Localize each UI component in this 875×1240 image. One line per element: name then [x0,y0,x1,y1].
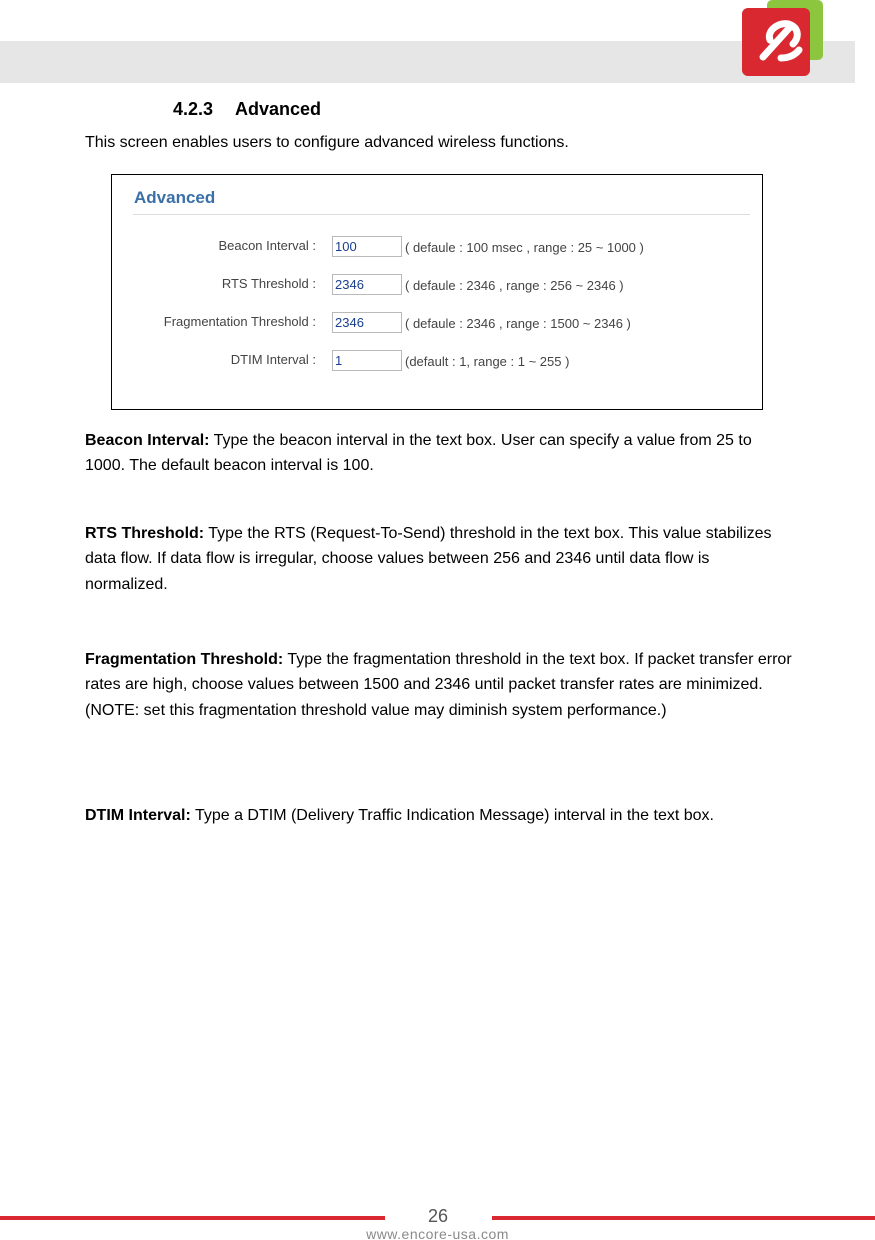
rts-threshold-input[interactable] [332,274,402,295]
term: Fragmentation Threshold: [85,651,284,668]
intro-text: This screen enables users to configure advanced wireless functions. [85,134,569,151]
dtim-interval-input[interactable] [332,350,402,371]
beacon-interval-label: Beacon Interval : [218,238,316,253]
footer-rule-left [0,1216,385,1220]
definition: Type a DTIM (Delivery Traffic Indication Message) interval in the text box. [190,807,714,824]
screenshot-divider [133,214,750,215]
fragmentation-threshold-description [85,647,795,723]
fragmentation-threshold-hint: ( defaule : 2346 , range : 1500 ~ 2346 ) [405,316,631,331]
dtim-interval-label: DTIM Interval : [230,352,316,367]
rts-threshold-label: RTS Threshold : [221,276,316,291]
encore-logo-icon [741,0,825,78]
definition: Type the RTS (Request-To-Send) threshold in the text box. This value stabilizes data flow. If data flow is irregular, choose values between 256 and 2346 until data flow is normalized. [85,525,772,593]
rts-threshold-description [85,521,795,597]
beacon-interval-input[interactable] [332,236,402,257]
term: DTIM Interval: [85,807,191,824]
header-band [0,41,855,83]
section-title: Advanced [235,99,322,119]
term: RTS Threshold: [85,525,205,542]
section-heading [173,99,321,120]
rts-threshold-hint: ( defaule : 2346 , range : 256 ~ 2346 ) [405,278,624,293]
fragmentation-threshold-input[interactable] [332,312,402,333]
fragmentation-threshold-label: Fragmentation Threshold : [163,314,316,329]
section-number: 4.2.3 [173,99,214,119]
dtim-interval-hint: (default : 1, range : 1 ~ 255 ) [405,354,570,369]
website-url: www.encore-usa.com [366,1226,509,1240]
dtim-interval-description [85,803,795,828]
definition: Type the fragmentation threshold in the text box. If packet transfer error rates are high, choose values between 1500 and 2346 until packet transfer rates are minimized. (NOTE: set this fragmentation threshold value may diminish system performance.) [85,651,792,719]
footer-rule-right [492,1216,875,1220]
beacon-interval-description [85,428,795,479]
page-number: 26 [427,1206,449,1226]
screenshot-title: Advanced [134,188,216,207]
term: Beacon Interval: [85,432,210,449]
advanced-settings-screenshot [111,174,763,410]
beacon-interval-hint: ( defaule : 100 msec , range : 25 ~ 1000 ) [405,240,644,255]
definition: Type the beacon interval in the text box. User can specify a value from 25 to 1000. The default beacon interval is 100. [85,432,752,475]
